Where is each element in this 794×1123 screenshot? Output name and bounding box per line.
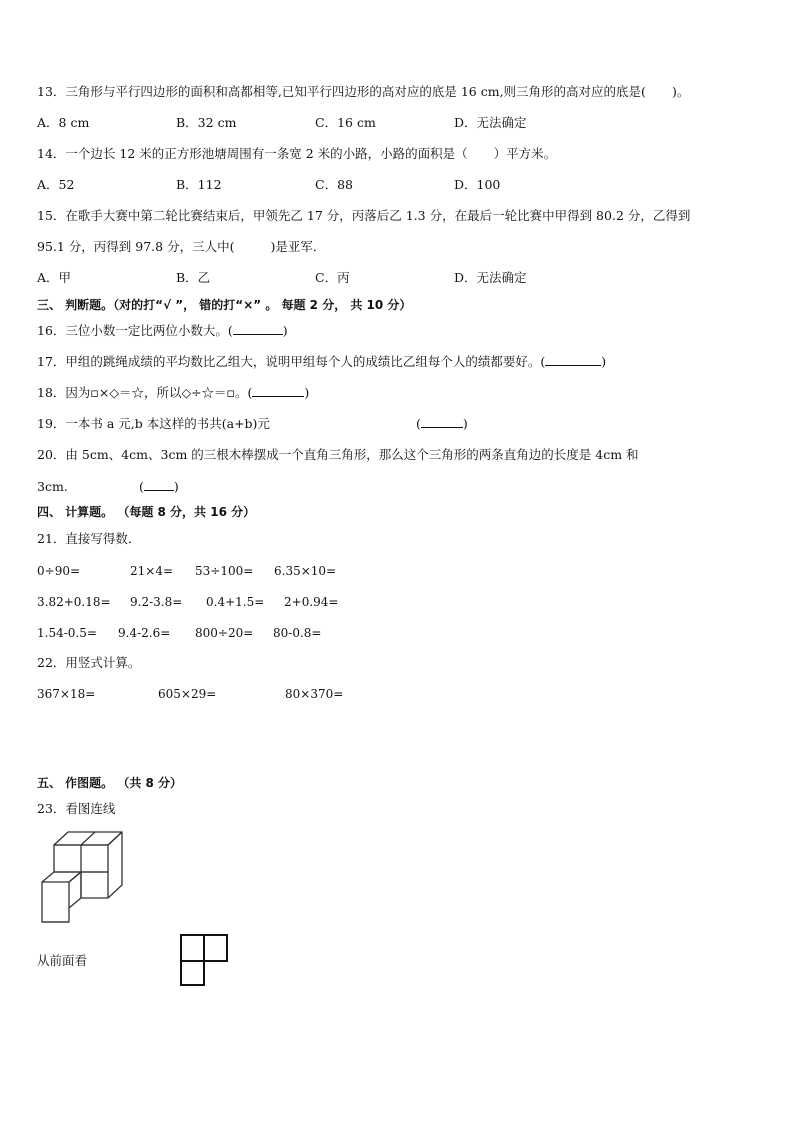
section4-heading: 四、 计算题。 （每题 8 分，共 16 分） — [37, 505, 256, 519]
q21-r2-c2: 9.2-3.8= — [130, 595, 183, 609]
q19-answer — [416, 415, 468, 433]
q21-r3-c3: 800÷20= — [195, 626, 254, 640]
q15-line2-end: )是亚军． — [270, 239, 326, 254]
q15-option-a[interactable]: A．甲 — [37, 270, 72, 285]
q21-r2-c1: 3.82+0.18= — [37, 595, 111, 609]
q13-option-a[interactable]: A．8 cm — [37, 115, 90, 130]
q15-line2-text: 95.1 分，丙得到 97.8 分，三人中( — [37, 239, 235, 254]
q21-r3-c2: 9.4-2.6= — [118, 626, 171, 640]
q19-text: 19．一本书 a 元,b 本这样的书共(a+b)元 — [37, 416, 270, 431]
q17-answer-blank[interactable] — [545, 353, 601, 366]
q14-option-d[interactable]: D．100 — [454, 177, 501, 192]
q17-item — [37, 353, 606, 371]
q21-r3-c1: 1.54-0.5= — [37, 626, 97, 640]
q20-line1: 20．由 5cm、4cm、3cm 的三根木棒摆成一个直角三角形，那么这个三角形的两条直角边的长度是 4cm 和 — [37, 447, 639, 462]
q21-r1-c1: 0÷90= — [37, 564, 81, 578]
q20-answer-blank[interactable] — [144, 478, 174, 491]
q16-answer-blank[interactable] — [233, 322, 283, 335]
q20-line2: 3cm. — [37, 479, 68, 494]
q20-paren-open: ( — [139, 479, 144, 494]
q13-option-b[interactable]: B．32 cm — [176, 115, 237, 130]
q21-r1-c4: 6.35×10= — [274, 564, 337, 578]
q13-stem-end: )。 — [671, 84, 690, 99]
q14-option-a[interactable]: A．52 — [37, 177, 75, 192]
q18-answer-blank[interactable] — [252, 384, 304, 397]
q18-item — [37, 384, 309, 402]
front-view-label: 从前面看 — [37, 953, 88, 968]
q18-text: 18．因为▫×◇＝☆，所以◇÷☆＝▫。( — [37, 385, 253, 400]
q21-r1-c2: 21×4= — [130, 564, 174, 578]
q15-option-d[interactable]: D．无法确定 — [454, 270, 527, 285]
q14-option-b[interactable]: B．112 — [176, 177, 222, 192]
q19-paren-open: ( — [416, 416, 421, 431]
q21-r2-c4: 2+0.94= — [284, 595, 339, 609]
q21-title: 21．直接写得数． — [37, 531, 141, 546]
q14-stem — [37, 145, 556, 163]
q21-r1-c3: 53÷100= — [195, 564, 254, 578]
q14-stem-text: 14．一个边长 12 米的正方形池塘周围有一条宽 2 米的小路，小路的面积是（ — [37, 146, 468, 161]
q19-paren-close: ) — [462, 416, 468, 431]
q13-stem — [37, 83, 689, 101]
q17-text-end: ) — [601, 354, 607, 369]
q21-r2-c3: 0.4+1.5= — [206, 595, 265, 609]
q15-option-c[interactable]: C．丙 — [315, 270, 350, 285]
q17-text: 17．甲组的跳绳成绩的平均数比乙组大，说明甲组每个人的成绩比乙组每个人的绩都要好。( — [37, 354, 546, 369]
q21-r3-c4: 80-0.8= — [273, 626, 322, 640]
cube-stack-figure — [40, 828, 136, 924]
q13-stem-text: 13．三角形与平行四边形的面积和高都相等,已知平行四边形的高对应的底是 16 cm,则三角形的高对应的底是( — [37, 84, 646, 99]
q22-item-2: 605×29= — [158, 687, 217, 701]
q16-item — [37, 322, 288, 340]
q20-answer — [139, 478, 179, 496]
q13-option-c[interactable]: C．16 cm — [315, 115, 376, 130]
section3-heading: 三、 判断题。（对的打“√ ”， 错的打“×” 。 每题 2 分， 共 10 分） — [37, 298, 412, 312]
section5-heading: 五、 作图题。 （共 8 分） — [37, 776, 183, 790]
q20-paren-close: ) — [173, 479, 179, 494]
q15-line1: 15．在歌手大赛中第二轮比赛结束后，甲领先乙 17 分，丙落后乙 1.3 分，在最后一轮比赛中甲得到 80.2 分，乙得到 — [37, 208, 691, 223]
q19-answer-blank[interactable] — [421, 415, 463, 428]
q15-option-b[interactable]: B．乙 — [176, 270, 211, 285]
q14-stem-end: ）平方米。 — [493, 146, 557, 161]
q13-option-d[interactable]: D．无法确定 — [454, 115, 527, 130]
q16-text-end: ) — [282, 323, 288, 338]
q23-title: 23．看图连线 — [37, 801, 116, 816]
q16-text: 16．三位小数一定比两位小数大。( — [37, 323, 233, 338]
q18-text-end: ) — [304, 385, 310, 400]
q22-item-1: 367×18= — [37, 687, 96, 701]
q22-title: 22．用竖式计算。 — [37, 655, 141, 670]
q14-option-c[interactable]: C．88 — [315, 177, 353, 192]
front-view-shape[interactable] — [180, 934, 230, 988]
q15-line2 — [37, 238, 325, 256]
q22-item-3: 80×370= — [285, 687, 344, 701]
q19-item — [37, 415, 270, 433]
